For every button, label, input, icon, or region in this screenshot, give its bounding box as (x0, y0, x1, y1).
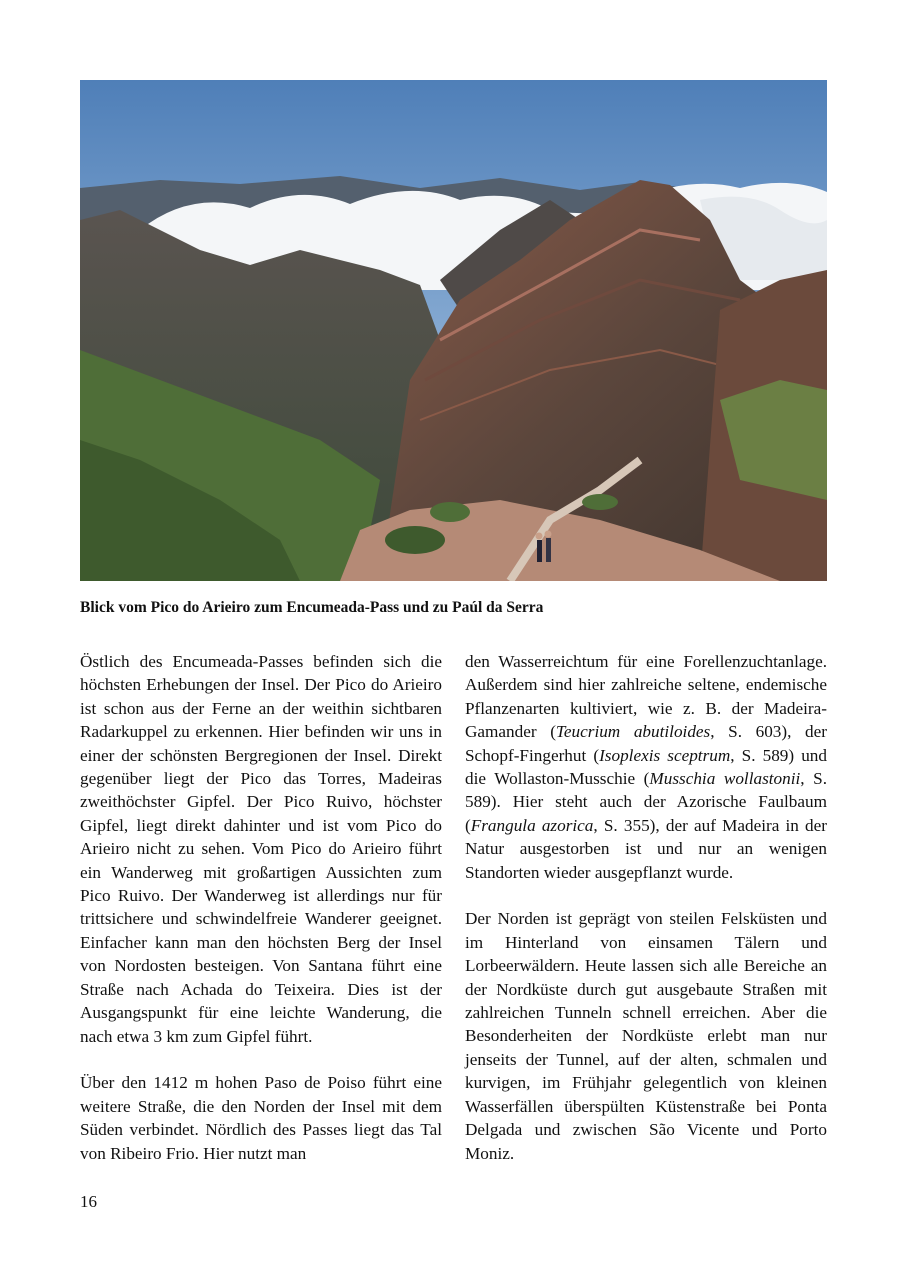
paragraph: Über den 1412 m hohen Paso de Poiso führt eine weitere Straße, die den Norden der Insel mit dem Süden verbindet. Nördlich des Passes liegt das Tal von Ribeiro Frio. Hier nutzt man (80, 1073, 442, 1163)
paragraph: Der Norden ist geprägt von steilen Felsküsten und im Hinterland von einsamen Tälern und Lorbeerwäldern. Heute lassen sich alle Bereiche an der Nordküste durch gut ausgebaute Straßen mit zahlreichen Tunneln schnell erreichen. Aber die Besonderheiten der Nordküste erlebt man nur jenseits der Tunnel, auf der alten, schmalen und kurvigen, im Frühjahr gelegentlich von kleinen Wasserfällen überspülten Küstenstraße bei Ponta Delgada und zwischen São Vicente und Porto Moniz. (465, 909, 827, 1163)
mountain-photo (80, 80, 827, 581)
page-number: 16 (80, 1192, 97, 1211)
mountain-photo-illustration (80, 80, 827, 581)
paragraph: Östlich des Encumeada-Passes befinden sich die höchsten Erhebungen der Insel. Der Pico do Arieiro ist schon aus der Ferne an der weithin sichtbaren Radarkuppel zu erkennen. Hier befinden wir uns in einer der schönsten Bergregionen der Insel. Direkt gegenüber liegt der Pico das Torres, Madeiras zweithöchster Gipfel. Der Pico Ruivo, höchster Gipfel, liegt direkt dahinter und ist vom Pico do Arieiro nicht zu sehen. Vom Pico do Arieiro führt ein Wanderweg mit großartigen Aussichten zum Pico Ruivo. Der Wanderweg ist allerdings nur für trittsichere und schwindelfreie Wanderer geeignet. Einfacher kann man den höchsten Berg der Insel von Nordosten besteigen. Von Santana führt eine Straße nach Achada do Teixeira. Dies ist der Ausgangspunkt für eine leichte Wanderung, die nach etwa 3 km zum Gipfel führt. (80, 652, 442, 1046)
text-column-right (465, 650, 827, 1188)
species-name: Teucrium abutiloides (555, 722, 711, 742)
species-name: Isoplexis sceptrum (599, 745, 731, 765)
species-name: Frangula azorica (470, 815, 594, 835)
species-name: Musschia wollastonii (649, 769, 801, 789)
paragraph: den Wasserreichtum für eine Forellenzuchtanlage. Außerdem sind hier zahlreiche seltene, endemische Pflanzenarten kultiviert, wie z. B. der Madeira-Gamander (Teucrium abutiloides, S. 603), der Schopf-Fingerhut (Isoplexis sceptrum, S. 589) und die Wollaston-Musschie (Musschia wollastonii, S. 589). Hier steht auch der Azorische Faulbaum (Frangula azorica, S. 355), der auf Madeira in der Natur ausgestorben ist und nur an wenigen Standorten wieder ausgepflanzt wurde. (465, 652, 827, 882)
photo-caption: Blick vom Pico do Arieiro zum Encumeada-Pass und zu Paúl da Serra (80, 599, 544, 616)
text-column-left (80, 650, 442, 1188)
